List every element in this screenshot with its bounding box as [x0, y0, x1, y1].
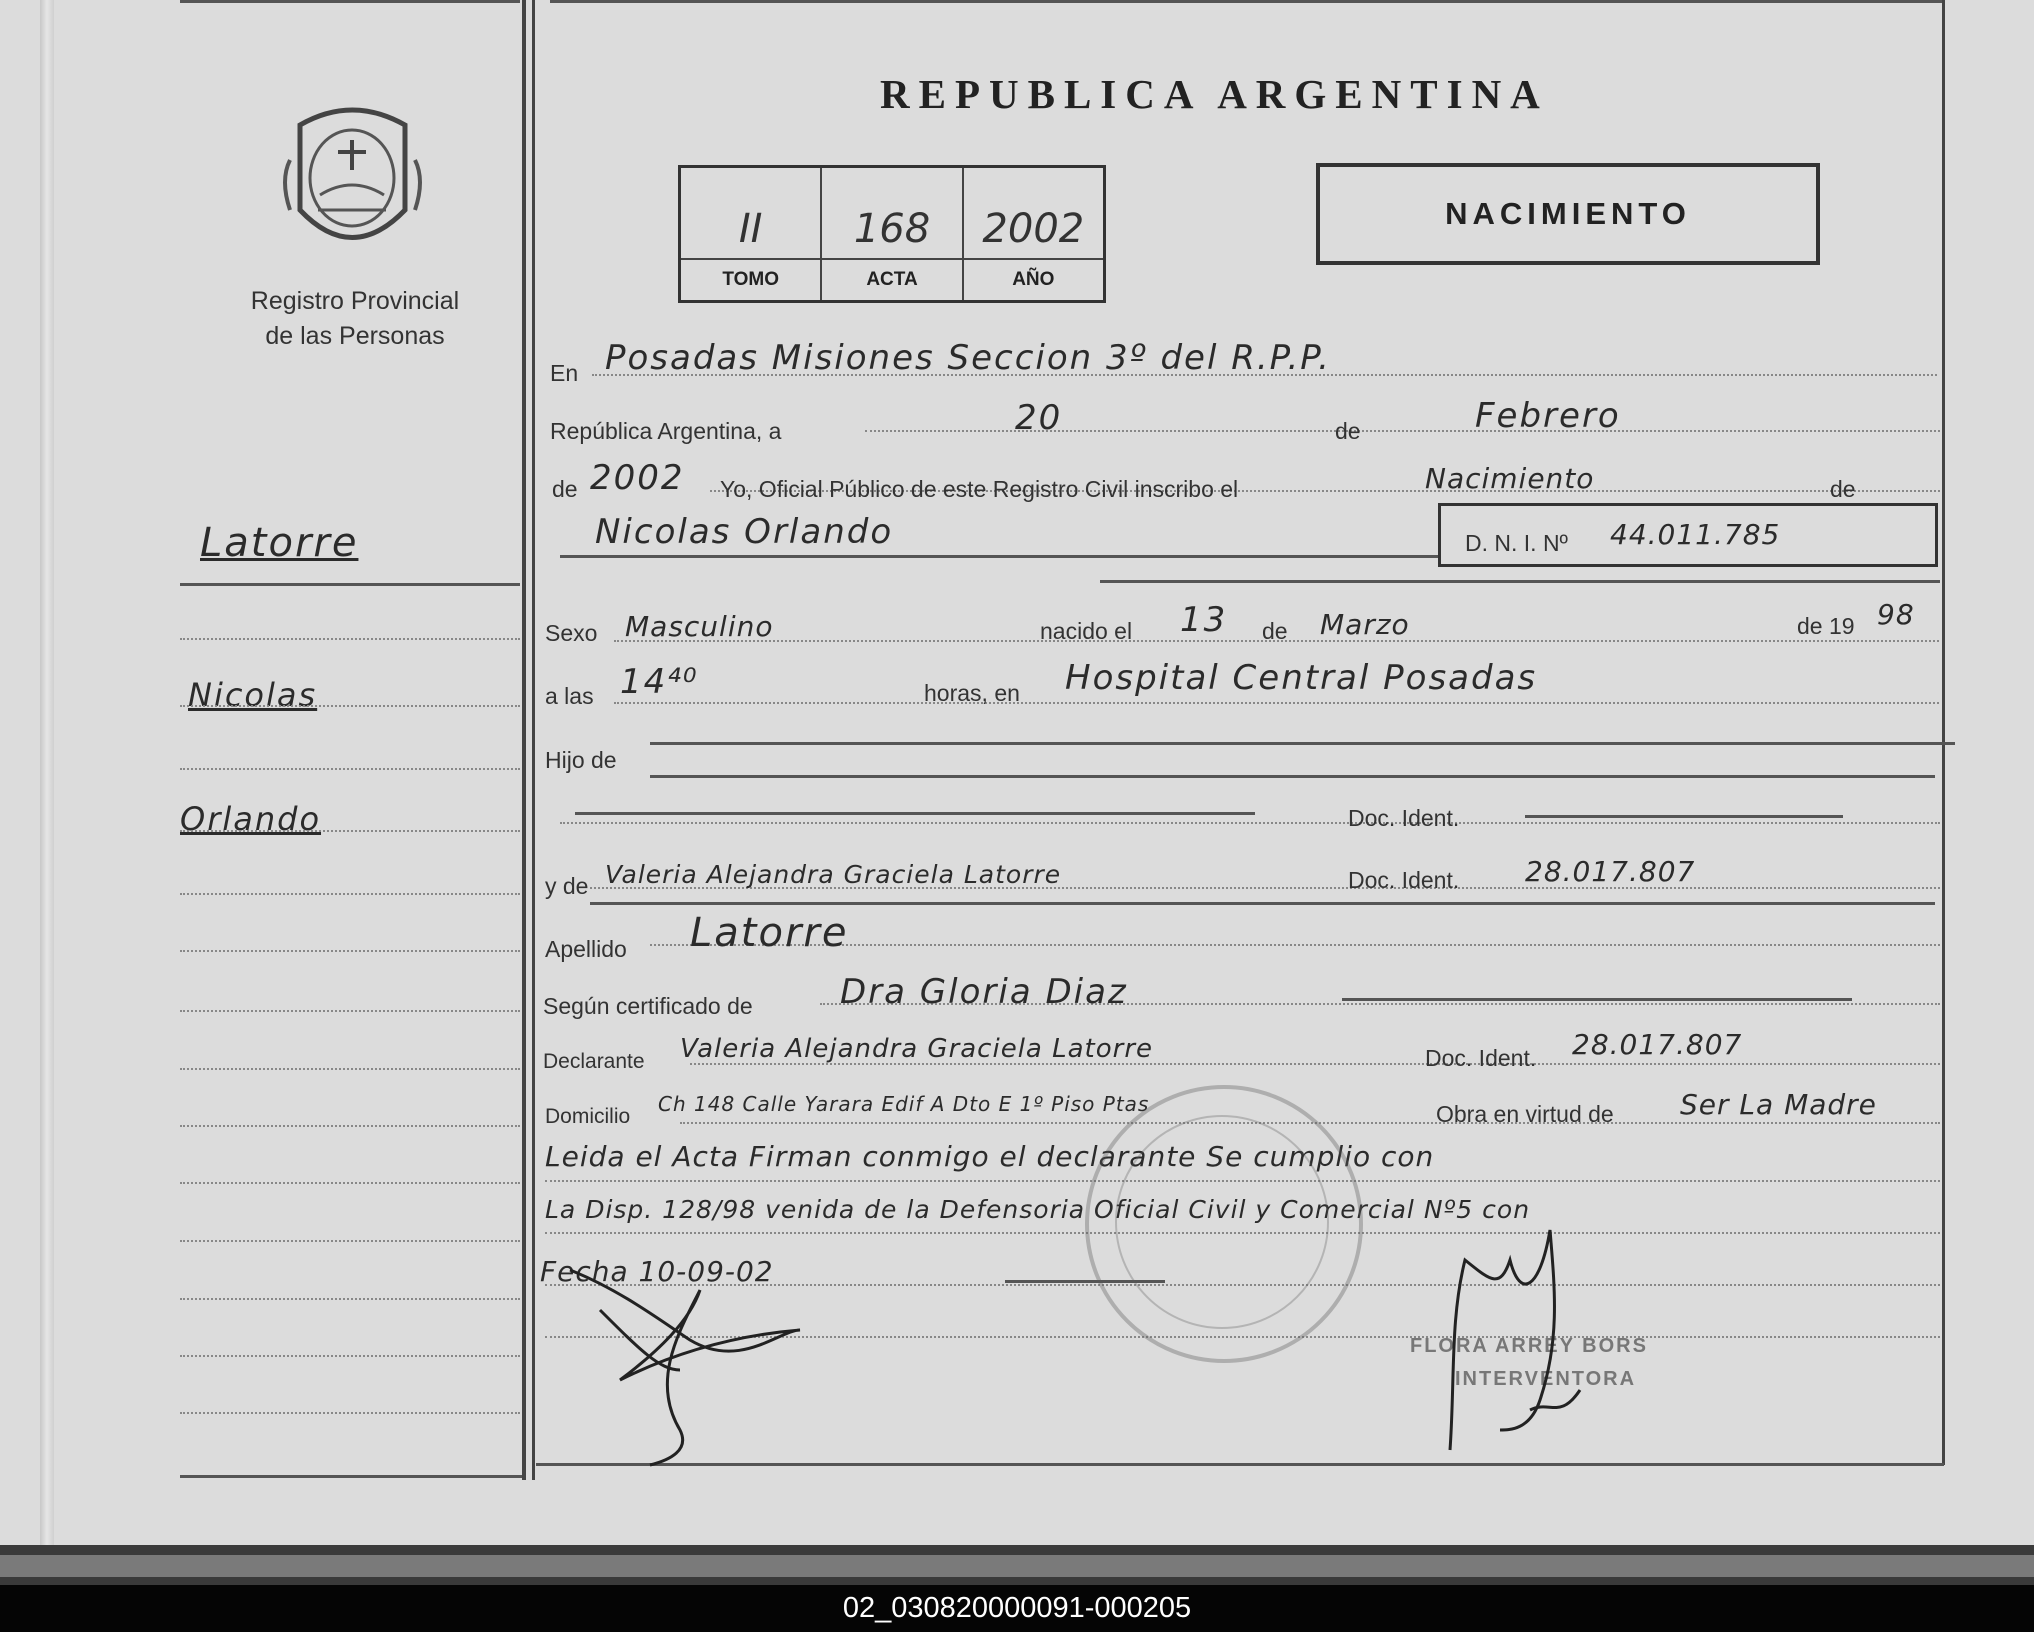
side-dotline [180, 1412, 520, 1414]
stamp-line-2: INTERVENTORA [1455, 1368, 1637, 1390]
en-label: En [550, 360, 579, 386]
provincial-seal-icon [280, 100, 425, 260]
tomo-value: II [738, 206, 763, 252]
inscribo-value: Nacimiento [1425, 462, 1595, 495]
declarante-doc-label: Doc. Ident. [1425, 1045, 1537, 1071]
form-rule [1100, 580, 1940, 583]
record-type-box: NACIMIENTO [1316, 163, 1820, 265]
form-rule [590, 902, 1935, 905]
left-column-border [522, 0, 526, 1480]
republica-label: República Argentina, a [550, 418, 782, 444]
sexo-value: Masculino [625, 610, 774, 643]
form-rule [650, 775, 1935, 778]
top-rule-right [550, 0, 1942, 3]
official-signature-icon [1430, 1200, 1630, 1460]
de-label-3: de [1262, 618, 1288, 644]
left-bottom-rule [180, 1475, 522, 1478]
dia-value: 20 [1015, 398, 1063, 438]
side-nombre2: Orlando [180, 800, 322, 838]
nacido-dia: 13 [1180, 600, 1228, 640]
declarante-doc: 28.017.807 [1572, 1028, 1743, 1061]
registry-name [220, 284, 490, 354]
nota-line-1: Leida el Acta Firman conmigo el declarante Se cumplio con [545, 1140, 1435, 1173]
stamp-line-1: FLORA ARREY BORS [1410, 1335, 1648, 1357]
nacido-year: 98 [1877, 598, 1915, 631]
sexo-label: Sexo [545, 620, 598, 646]
side-dotline [180, 1125, 520, 1127]
acta-cell [822, 168, 963, 300]
top-rule-left [180, 0, 520, 3]
acta-label: ACTA [822, 258, 961, 300]
side-rule-1 [180, 583, 520, 586]
segun-label: Según certificado de [543, 993, 753, 1019]
dni-value: 44.011.785 [1610, 518, 1781, 551]
domicilio-value: Ch 148 Calle Yarara Edif A Dto E 1º Piso Ptas [658, 1092, 1150, 1116]
year-value: 2002 [590, 458, 685, 498]
alas-label: a las [545, 683, 594, 709]
side-dotline [180, 893, 520, 895]
registry-name-line2: de las Personas [265, 322, 445, 350]
de19-label: de 19 [1797, 613, 1855, 639]
declarante-value: Valeria Alejandra Graciela Latorre [680, 1034, 1154, 1064]
side-dotline [180, 1010, 520, 1012]
obra-value: Ser La Madre [1680, 1088, 1877, 1121]
hora-value: 14⁴⁰ [620, 662, 699, 702]
side-dotline [180, 830, 520, 832]
oficial-text: Yo, Oficial Público de este Registro Civil inscribo el [720, 476, 1239, 502]
acta-value: 168 [853, 206, 931, 252]
de-label-2: de [1830, 476, 1856, 502]
declarante-label: Declarante [543, 1050, 645, 1073]
nacido-label: nacido el [1040, 618, 1133, 644]
obra-label: Obra en virtud de [1436, 1101, 1614, 1127]
padre-doc-label: Doc. Ident. [1348, 805, 1460, 831]
side-dotline [180, 705, 520, 707]
side-dotline [180, 1182, 520, 1184]
padre-rule [575, 812, 1255, 815]
registry-box [678, 165, 1106, 303]
ano-value: 2002 [982, 206, 1085, 252]
document-title: REPUBLICA ARGENTINA [880, 71, 1549, 117]
page-fold [40, 0, 54, 1545]
side-dotline [180, 638, 520, 640]
en-value: Posadas Misiones Seccion 3º del R.P.P. [605, 338, 1331, 378]
lugar-value: Hospital Central Posadas [1065, 658, 1538, 698]
side-dotline [180, 1298, 520, 1300]
apellido-label: Apellido [545, 936, 627, 962]
side-dotline [180, 1068, 520, 1070]
nacido-mes: Marzo [1320, 608, 1410, 641]
segun-rule [1342, 998, 1852, 1001]
form-left-border [532, 0, 535, 1480]
form-dotline [560, 822, 1940, 824]
horas-label: horas, en [924, 680, 1020, 706]
declarante-signature-icon [540, 1230, 840, 1470]
de-year-label: de [552, 476, 578, 502]
side-nombre1: Nicolas [188, 676, 318, 714]
nota-line-3: Fecha 10-09-02 [540, 1255, 774, 1288]
official-stamp-inner [1115, 1115, 1329, 1329]
ano-cell [964, 168, 1103, 300]
de-label: de [1335, 418, 1361, 444]
madre-doc: 28.017.807 [1525, 855, 1696, 888]
yde-label: y de [545, 873, 589, 899]
side-dotline [180, 1355, 520, 1357]
side-dotline [180, 768, 520, 770]
side-dotline [180, 950, 520, 952]
ano-label: AÑO [964, 258, 1103, 300]
form-rule [650, 742, 1955, 745]
form-right-border [1942, 0, 1945, 1465]
hijo-label: Hijo de [545, 747, 617, 773]
nombre-value: Nicolas Orlando [595, 512, 894, 552]
padre-doc-rule [1525, 815, 1843, 818]
registry-name-line1: Registro Provincial [250, 287, 460, 315]
form-rule [560, 555, 1440, 558]
side-dotline [180, 1240, 520, 1242]
domicilio-label: Domicilio [545, 1105, 631, 1128]
tomo-cell [681, 168, 822, 300]
apellido-value: Latorre [690, 910, 849, 956]
madre-value: Valeria Alejandra Graciela Latorre [605, 860, 1062, 889]
image-id-bar: 02_030820000091-000205 [0, 1585, 2034, 1632]
book-edge-highlight [0, 1555, 2034, 1577]
mes-value: Febrero [1475, 396, 1621, 436]
segun-value: Dra Gloria Diaz [840, 972, 1128, 1012]
tomo-label: TOMO [681, 258, 820, 300]
side-apellido: Latorre [200, 520, 359, 566]
madre-doc-label: Doc. Ident. [1348, 867, 1460, 893]
nota-line-2: La Disp. 128/98 venida de la Defensoria Oficial Civil y Comercial Nº5 con [545, 1195, 1531, 1224]
form-dotline [614, 702, 1939, 704]
dni-label: D. N. I. Nº [1465, 530, 1568, 556]
